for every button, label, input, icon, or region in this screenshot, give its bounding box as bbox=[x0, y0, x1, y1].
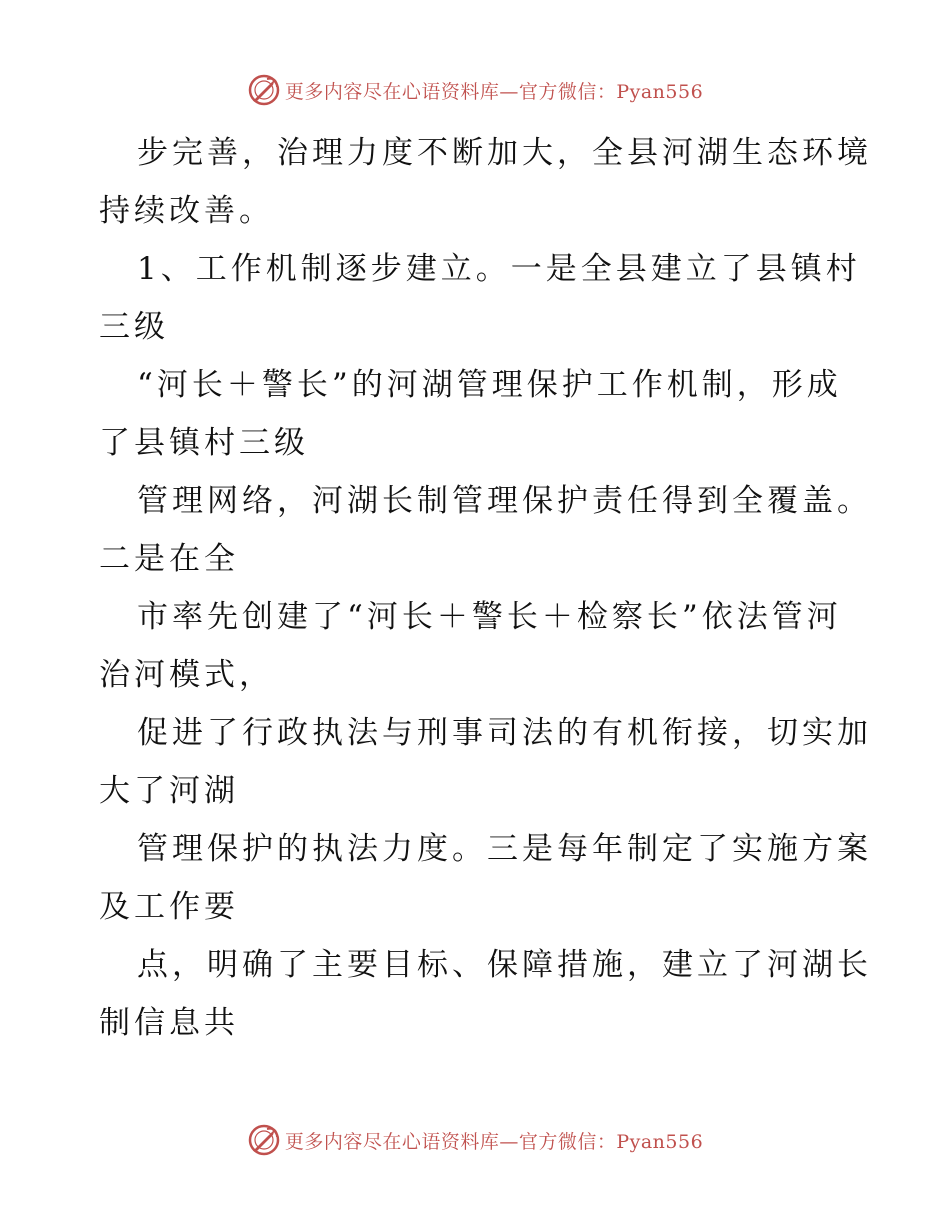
header-watermark-banner bbox=[0, 70, 950, 110]
paragraph-line: 管理网络，河湖长制管理保护责任得到全覆盖。 bbox=[137, 483, 872, 519]
paragraph bbox=[99, 124, 872, 240]
paragraph bbox=[99, 588, 859, 704]
paragraph-line: 制信息共 bbox=[99, 1005, 239, 1041]
paragraph-line: 了县镇村三级 bbox=[99, 425, 309, 461]
paragraph-line: 大了河湖 bbox=[99, 773, 239, 809]
paragraph bbox=[99, 240, 859, 356]
paragraph-line: 治河模式， bbox=[99, 657, 274, 693]
paragraph bbox=[99, 472, 872, 588]
paragraph bbox=[99, 820, 872, 936]
paragraph bbox=[99, 704, 872, 820]
paragraph-line: 促进了行政执法与刑事司法的有机衔接，切实加 bbox=[137, 715, 872, 751]
paragraph-line: “河长＋警长”的河湖管理保护工作机制，形成 bbox=[137, 367, 842, 403]
paragraph-line: 及工作要 bbox=[99, 889, 239, 925]
paragraph-line: 管理保护的执法力度。三是每年制定了实施方案 bbox=[137, 831, 872, 867]
paragraph-line: 持续改善。 bbox=[99, 193, 274, 229]
paragraph-line: 三级 bbox=[99, 309, 169, 345]
paragraph-line: 二是在全 bbox=[99, 541, 239, 577]
pen-logo-icon bbox=[247, 73, 281, 107]
paragraph-line: 步完善，治理力度不断加大，全县河湖生态环境 bbox=[137, 135, 872, 171]
document-body bbox=[99, 124, 872, 1052]
footer-watermark-banner bbox=[0, 1120, 950, 1160]
footer-watermark-text: 更多内容尽在心语资料库—官方微信：Pyan556 bbox=[284, 1130, 704, 1153]
paragraph-line: 1、工作机制逐步建立。一是全县建立了县镇村 bbox=[137, 251, 861, 287]
paragraph bbox=[99, 356, 859, 472]
paragraph-line: 市率先创建了“河长＋警长＋检察长”依法管河 bbox=[137, 599, 842, 635]
header-watermark-text: 更多内容尽在心语资料库—官方微信：Pyan556 bbox=[284, 80, 704, 103]
paragraph bbox=[99, 936, 872, 1052]
pen-logo-icon bbox=[247, 1123, 281, 1157]
paragraph-line: 点，明确了主要目标、保障措施，建立了河湖长 bbox=[137, 947, 872, 983]
